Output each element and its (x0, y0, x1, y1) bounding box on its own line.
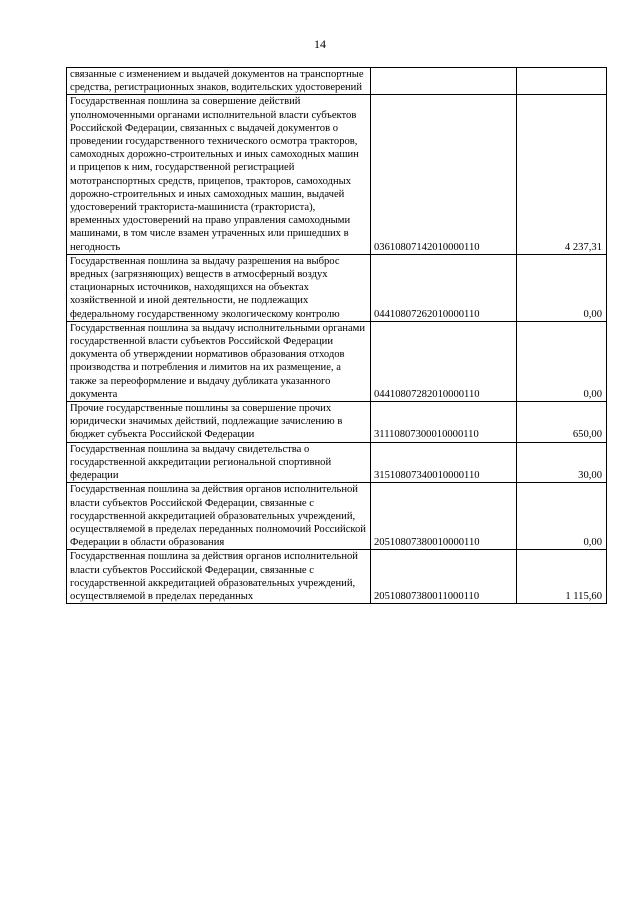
table-row (67, 254, 607, 321)
amount-cell (517, 68, 607, 95)
revenue-name-cell: Государственная пошлина за действия органов исполнительной власти субъектов Российской Федерации, связанные с государственной аккредитацией образовательных учреждений, осуществляемой в пределах переданных полномочий Российской Федерации в области образования (67, 483, 371, 550)
revenue-name-cell: Государственная пошлина за выдачу свидетельства о государственной аккредитации региональной спортивной федерации (67, 442, 371, 483)
table-row (67, 68, 607, 95)
page-number: 14 (314, 37, 326, 51)
amount-cell: 30,00 (517, 442, 607, 483)
table-row (67, 95, 607, 254)
table-row (67, 402, 607, 443)
revenue-table (66, 67, 607, 604)
amount-cell: 1 115,60 (517, 550, 607, 604)
budget-code-cell: 04410807262010000110 (371, 254, 517, 321)
table-row (67, 442, 607, 483)
revenue-name-cell: Прочие государственные пошлины за совершение прочих юридически значимых действий, подлежащие зачислению в бюджет субъекта Российской Федерации (67, 402, 371, 443)
revenue-name-cell: Государственная пошлина за совершение действий уполномоченными органами исполнительной власти субъектов Российской Федерации, связанных с выдачей документов о проведении государственного технического осмотра тракторов, самоходных дорожно-строительных и иных самоходных машин и прицепов к ним, государственной регистрацией мототранспортных средств, прицепов, тракторов, самоходных дорожно-строительных и иных самоходных машин, выдачей удостоверений тракториста-машиниста (тракториста), временных удостоверений на право управления самоходными машинами, в том числе взамен утраченных или пришедших в негодность (67, 95, 371, 254)
budget-code-cell: 31110807300010000110 (371, 402, 517, 443)
revenue-name-cell: Государственная пошлина за выдачу исполнительными органами государственной власти субъектов Российской Федерации документа об утверждении нормативов образования отходов производства и потребления и лимитов на их размещение, а также за переоформление и выдачу дубликата указанного документа (67, 321, 371, 401)
amount-cell: 0,00 (517, 483, 607, 550)
budget-code-cell: 04410807282010000110 (371, 321, 517, 401)
table-row (67, 550, 607, 604)
table-row (67, 483, 607, 550)
revenue-name-cell: связанные с изменением и выдачей документов на транспортные средства, регистрационных знаков, водительских удостоверений (67, 68, 371, 95)
budget-code-cell: 31510807340010000110 (371, 442, 517, 483)
revenue-name-cell: Государственная пошлина за выдачу разрешения на выброс вредных (загрязняющих) веществ в атмосферный воздух стационарных источников, находящихся на объектах хозяйственной и иной деятельности, не подлежащих федеральному государственному экологическому контролю (67, 254, 371, 321)
amount-cell: 650,00 (517, 402, 607, 443)
revenue-name-cell: Государственная пошлина за действия органов исполнительной власти субъектов Российской Федерации, связанные с государственной аккредитацией образовательных учреждений, осуществляемой в пределах переданных (67, 550, 371, 604)
amount-cell: 0,00 (517, 254, 607, 321)
budget-code-cell: 20510807380010000110 (371, 483, 517, 550)
budget-code-cell: 20510807380011000110 (371, 550, 517, 604)
budget-code-cell: 03610807142010000110 (371, 95, 517, 254)
amount-cell: 0,00 (517, 321, 607, 401)
table-row (67, 321, 607, 401)
amount-cell: 4 237,31 (517, 95, 607, 254)
budget-code-cell (371, 68, 517, 95)
